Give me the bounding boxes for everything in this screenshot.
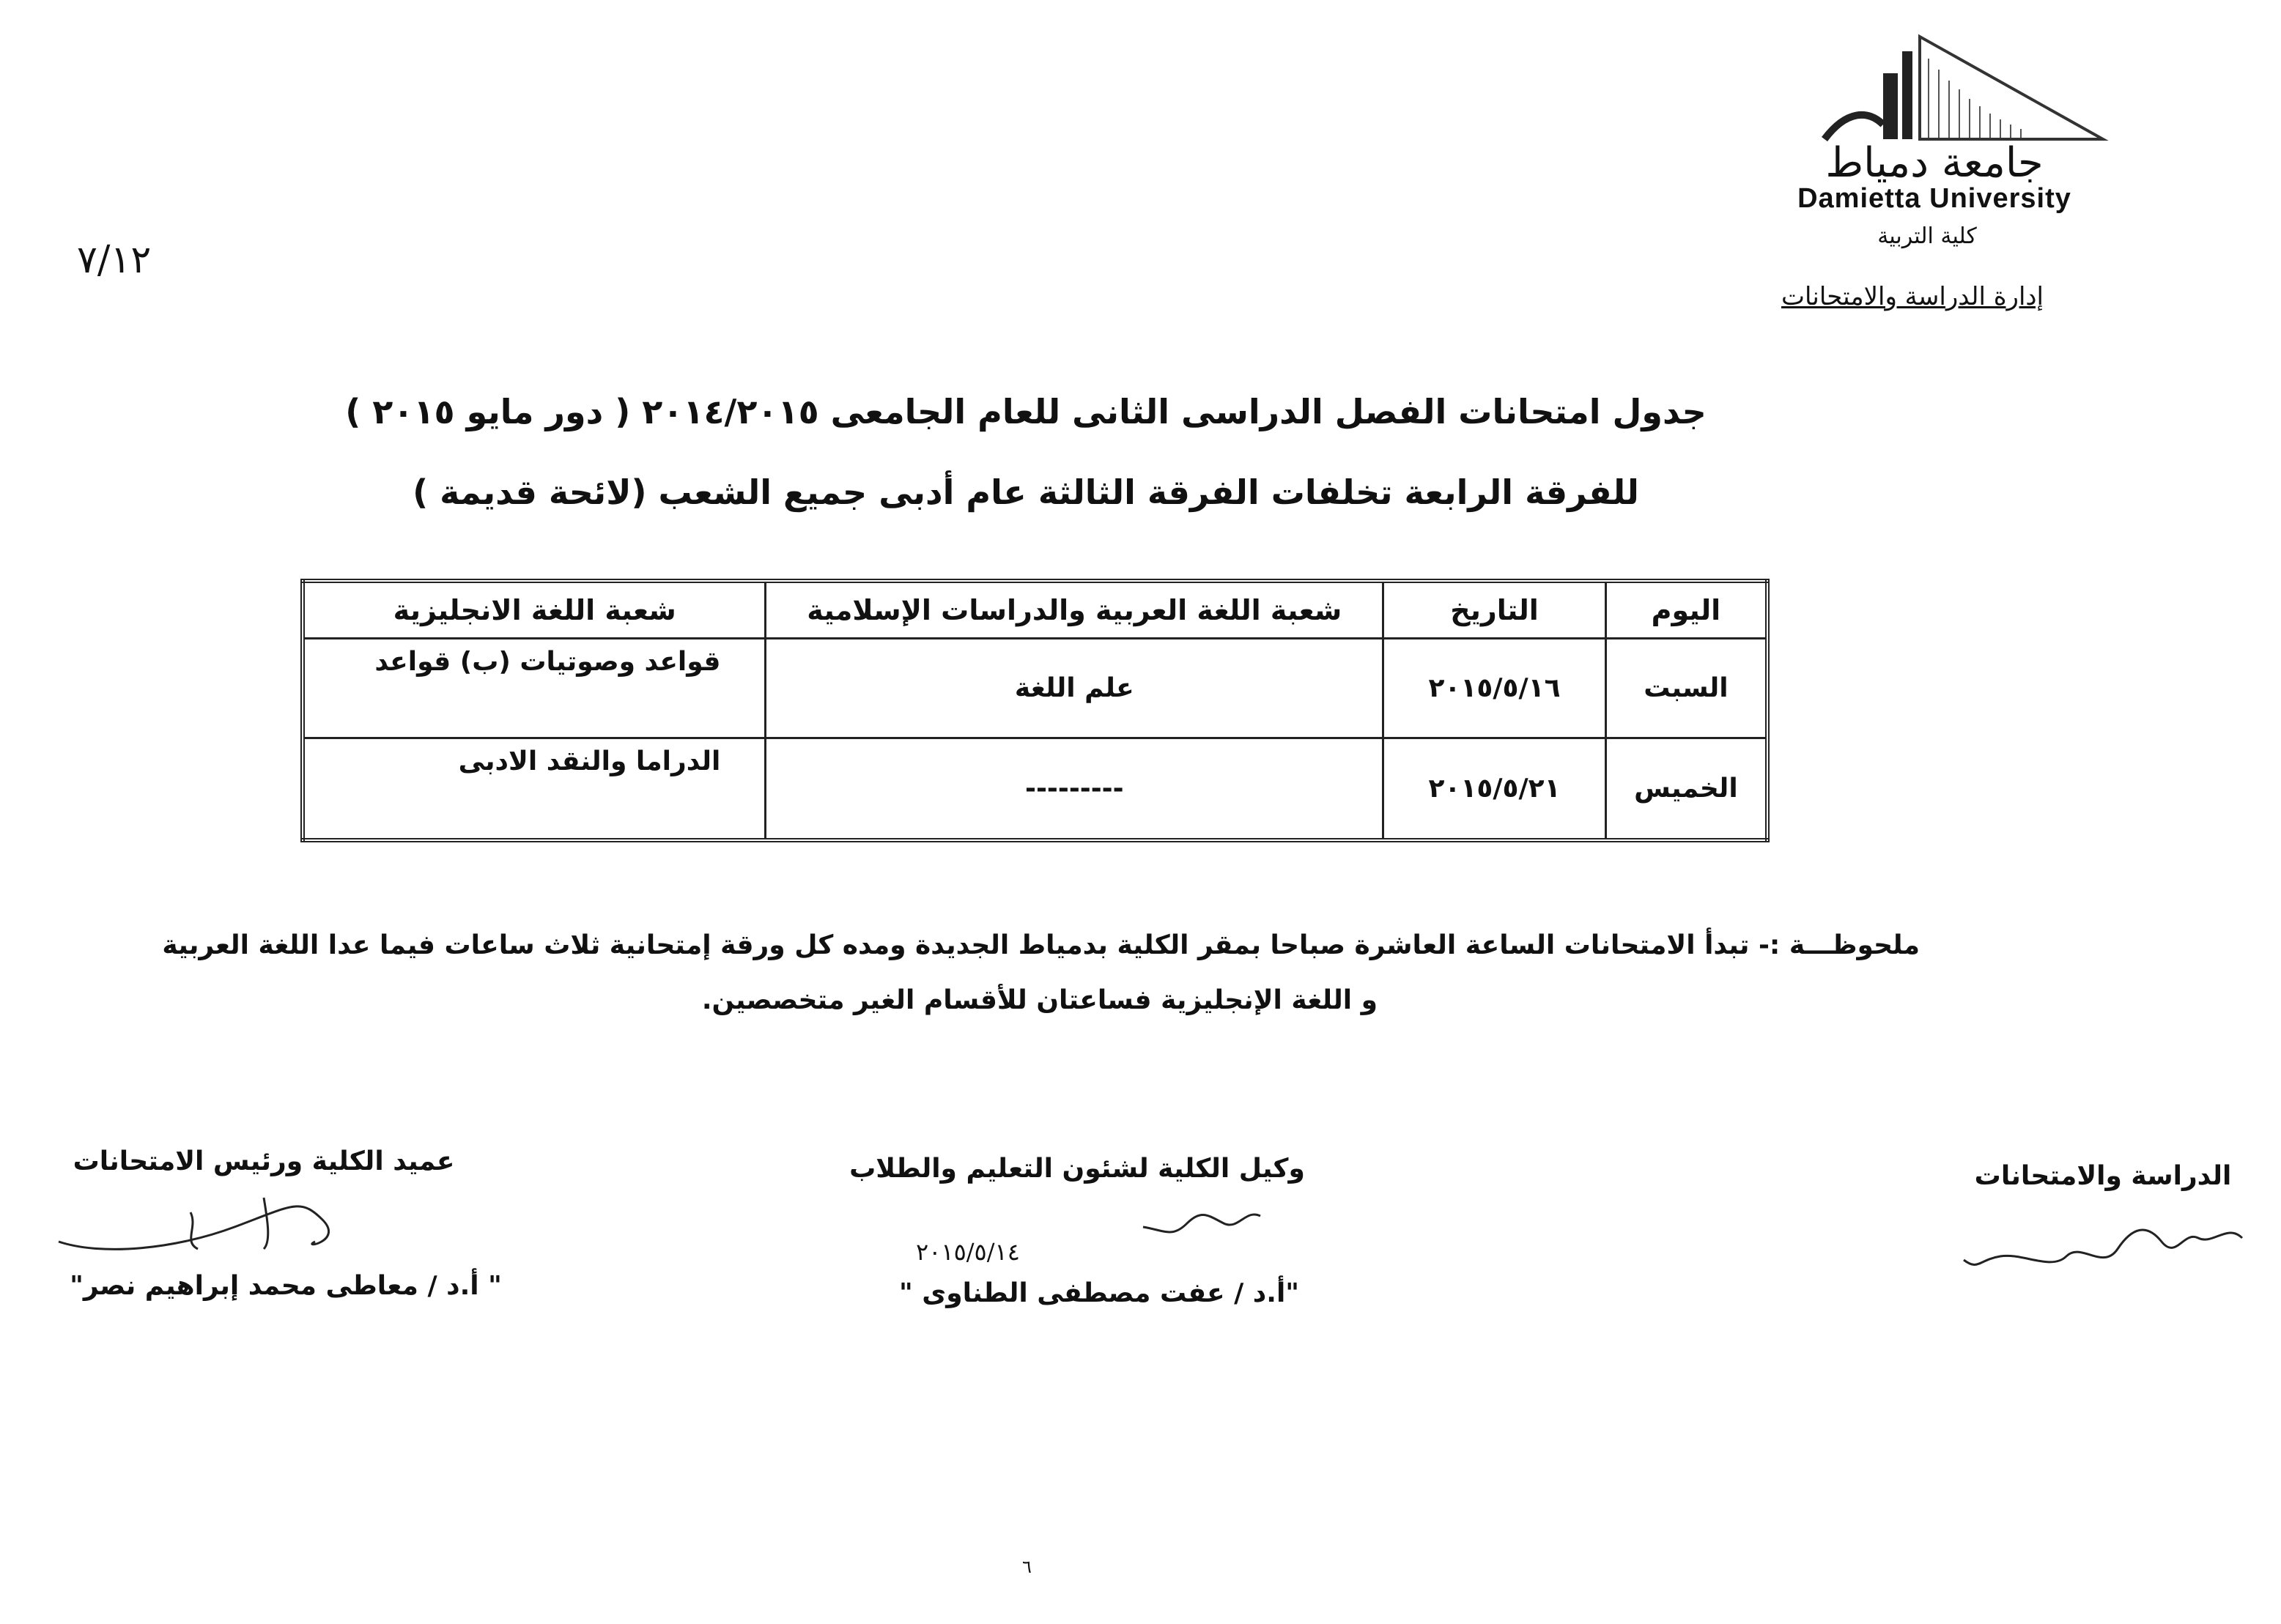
exam-schedule-table: [300, 579, 1770, 842]
cell-date: ٢٠١٥/٥/١٦: [1383, 639, 1606, 738]
faculty-name: كلية التربية: [1877, 223, 1977, 249]
cell-arabic-subject: علم اللغة: [766, 639, 1383, 738]
handwritten-date: ٢٠١٥/٥/١٤: [916, 1238, 1020, 1266]
table-row: [303, 738, 1767, 840]
cell-day: الخميس: [1605, 738, 1767, 840]
signature-title-dean: عميد الكلية ورئيس الامتحانات: [73, 1146, 455, 1176]
signature-title-vice-dean: وكيل الكلية لشئون التعليم والطلاب: [849, 1154, 1305, 1184]
note-line-1: ملحوظـــة :- تبدأ الامتحانات الساعة العاشرة صباحا بمقر الكلية بدمياط الجديدة ومده كل ورقة إمتحانية ثلاث ساعات فيما عدا اللغة العربية: [162, 930, 1920, 960]
handwritten-signature-middle: [1128, 1194, 1275, 1245]
header-arabic-section: شعبة اللغة العربية والدراسات الإسلامية: [766, 581, 1383, 639]
header-english-section: شعبة اللغة الانجليزية: [303, 581, 766, 639]
signature-title-studies-exams: الدراسة والامتحانات: [1974, 1161, 2232, 1191]
note-line-2: و اللغة الإنجليزية فساعتان للأقسام الغير متخصصين.: [701, 985, 1378, 1015]
handwritten-signature-left: [44, 1183, 359, 1271]
handwritten-signature-right: [1949, 1209, 2257, 1275]
cell-arabic-subject: ---------: [766, 738, 1383, 840]
schedule-title: جدول امتحانات الفصل الدراسى الثانى للعام الجامعى ٢٠١٤/٢٠١٥ ( دور مايو ٢٠١٥ ): [345, 392, 1707, 431]
university-logo: [1737, 29, 2118, 147]
university-name-arabic: جامعة دمياط: [1825, 139, 2044, 187]
department-name: إدارة الدراسة والامتحانات: [1781, 282, 2044, 311]
header-day: اليوم: [1605, 581, 1767, 639]
handwritten-page-mark: ٧/١٢: [77, 238, 152, 282]
cell-day: السبت: [1605, 639, 1767, 738]
dean-name: " أ.د / معاطى محمد إبراهيم نصر": [70, 1271, 502, 1301]
vice-dean-name: "أ.د / عفت مصطفى الطناوى ": [898, 1278, 1300, 1308]
page-number: ٦: [1022, 1557, 1032, 1577]
table-row: [303, 639, 1767, 738]
table-header-row: [303, 581, 1767, 639]
schedule-subtitle: للفرقة الرابعة تخلفات الفرقة الثالثة عام أدبى جميع الشعب (لائحة قديمة ): [413, 472, 1639, 512]
cell-english-subject: قواعد وصوتيات (ب) قواعد: [303, 639, 766, 738]
cell-english-subject: الدراما والنقد الادبى: [303, 738, 766, 840]
header-date: التاريخ: [1383, 581, 1606, 639]
university-name-english: Damietta University: [1797, 183, 2071, 214]
cell-date: ٢٠١٥/٥/٢١: [1383, 738, 1606, 840]
